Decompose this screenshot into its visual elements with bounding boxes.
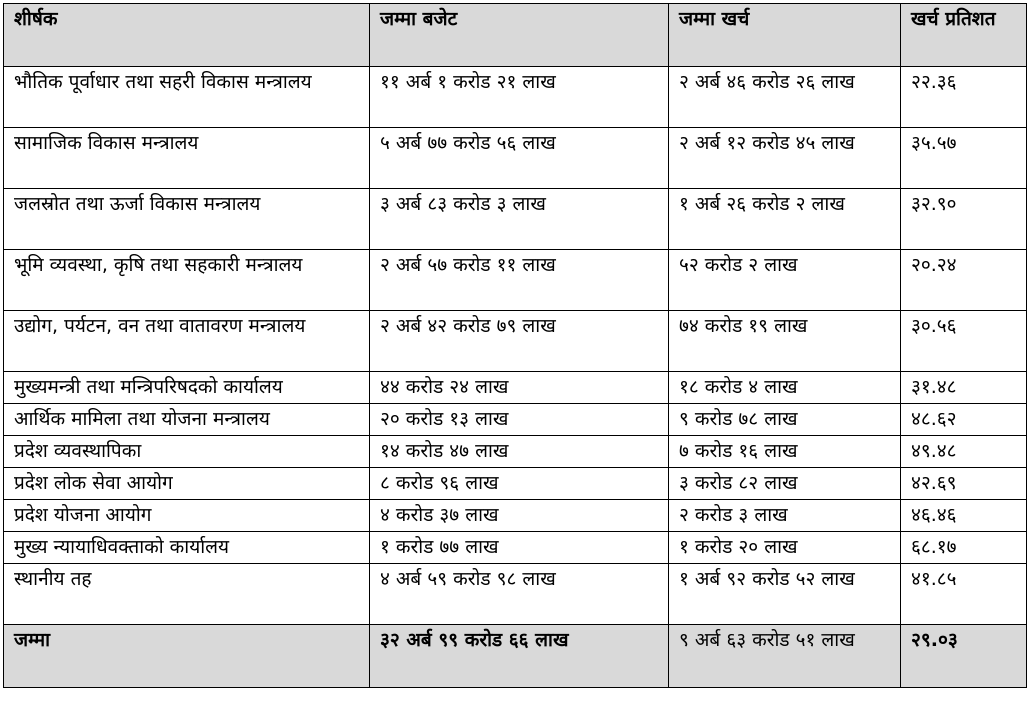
cell-expense: २ करोड ३ लाख [669, 500, 901, 532]
cell-percent: ३०.५६ [901, 311, 1027, 372]
table-row [4, 311, 1027, 372]
cell-title: मुख्यमन्त्री तथा मन्त्रिपरिषदको कार्यालय [4, 372, 370, 404]
table-row [4, 67, 1027, 128]
cell-expense: १ करोड २० लाख [669, 532, 901, 564]
cell-budget: ३ अर्ब ८३ करोड ३ लाख [370, 189, 669, 250]
cell-budget: ११ अर्ब १ करोड २१ लाख [370, 67, 669, 128]
cell-expense: २ अर्ब ४६ करोड २६ लाख [669, 67, 901, 128]
total-budget: ३२ अर्ब ९९ करोड ६६ लाख [370, 625, 669, 688]
cell-percent: ३२.९० [901, 189, 1027, 250]
table-row [4, 500, 1027, 532]
cell-percent: ४६.४६ [901, 500, 1027, 532]
cell-budget: १४ करोड ४७ लाख [370, 436, 669, 468]
cell-expense: ७ करोड १६ लाख [669, 436, 901, 468]
cell-budget: २ अर्ब ५७ करोड ११ लाख [370, 250, 669, 311]
cell-expense: १ अर्ब २६ करोड २ लाख [669, 189, 901, 250]
cell-percent: २०.२४ [901, 250, 1027, 311]
cell-budget: ४ अर्ब ५९ करोड ९८ लाख [370, 564, 669, 625]
cell-title: उद्योग, पर्यटन, वन तथा वातावरण मन्त्रालय [4, 311, 370, 372]
cell-expense: ९ करोड ७८ लाख [669, 404, 901, 436]
cell-percent: २२.३६ [901, 67, 1027, 128]
cell-title: प्रदेश योजना आयोग [4, 500, 370, 532]
cell-budget: १ करोड ७७ लाख [370, 532, 669, 564]
cell-title: मुख्य न्यायाधिवक्ताको कार्यालय [4, 532, 370, 564]
header-total-budget: जम्मा बजेट [370, 4, 669, 67]
cell-percent: ३५.५७ [901, 128, 1027, 189]
cell-percent: ४२.६९ [901, 468, 1027, 500]
cell-title: भौतिक पूर्वाधार तथा सहरी विकास मन्त्रालय [4, 67, 370, 128]
header-title: शीर्षक [4, 4, 370, 67]
cell-budget: २० करोड १३ लाख [370, 404, 669, 436]
cell-budget: ४ करोड ३७ लाख [370, 500, 669, 532]
table-row [4, 189, 1027, 250]
cell-expense: १८ करोड ४ लाख [669, 372, 901, 404]
header-expense-percent: खर्च प्रतिशत [901, 4, 1027, 67]
cell-percent: ३१.४८ [901, 372, 1027, 404]
cell-expense: ३ करोड ८२ लाख [669, 468, 901, 500]
cell-percent: ६८.१७ [901, 532, 1027, 564]
cell-title: प्रदेश लोक सेवा आयोग [4, 468, 370, 500]
cell-expense: १ अर्ब ९२ करोड ५२ लाख [669, 564, 901, 625]
table-row [4, 436, 1027, 468]
cell-expense: ५२ करोड २ लाख [669, 250, 901, 311]
cell-expense: ७४ करोड १९ लाख [669, 311, 901, 372]
table-row [4, 372, 1027, 404]
total-label: जम्मा [4, 625, 370, 688]
table-row [4, 468, 1027, 500]
cell-budget: ८ करोड ९६ लाख [370, 468, 669, 500]
cell-percent: ४८.६२ [901, 404, 1027, 436]
cell-budget: २ अर्ब ४२ करोड ७९ लाख [370, 311, 669, 372]
cell-title: प्रदेश व्यवस्थापिका [4, 436, 370, 468]
total-expense: ९ अर्ब ६३ करोड ५१ लाख [669, 625, 901, 688]
table-row [4, 128, 1027, 189]
table-header-row [4, 4, 1027, 67]
cell-title: आर्थिक मामिला तथा योजना मन्त्रालय [4, 404, 370, 436]
table-total-row [4, 625, 1027, 688]
cell-title: भूमि व्यवस्था, कृषि तथा सहकारी मन्त्रालय [4, 250, 370, 311]
cell-budget: ४४ करोड २४ लाख [370, 372, 669, 404]
header-total-expense: जम्मा खर्च [669, 4, 901, 67]
cell-expense: २ अर्ब १२ करोड ४५ लाख [669, 128, 901, 189]
budget-table-container [3, 3, 1027, 688]
cell-percent: ४१.८५ [901, 564, 1027, 625]
table-row [4, 250, 1027, 311]
cell-title: स्थानीय तह [4, 564, 370, 625]
cell-title: सामाजिक विकास मन्त्रालय [4, 128, 370, 189]
table-row [4, 404, 1027, 436]
table-row [4, 564, 1027, 625]
cell-title: जलस्रोत तथा ऊर्जा विकास मन्त्रालय [4, 189, 370, 250]
table-row [4, 532, 1027, 564]
total-percent: २९.०३ [901, 625, 1027, 688]
cell-budget: ५ अर्ब ७७ करोड ५६ लाख [370, 128, 669, 189]
budget-expense-table [3, 3, 1027, 688]
cell-percent: ४९.४८ [901, 436, 1027, 468]
